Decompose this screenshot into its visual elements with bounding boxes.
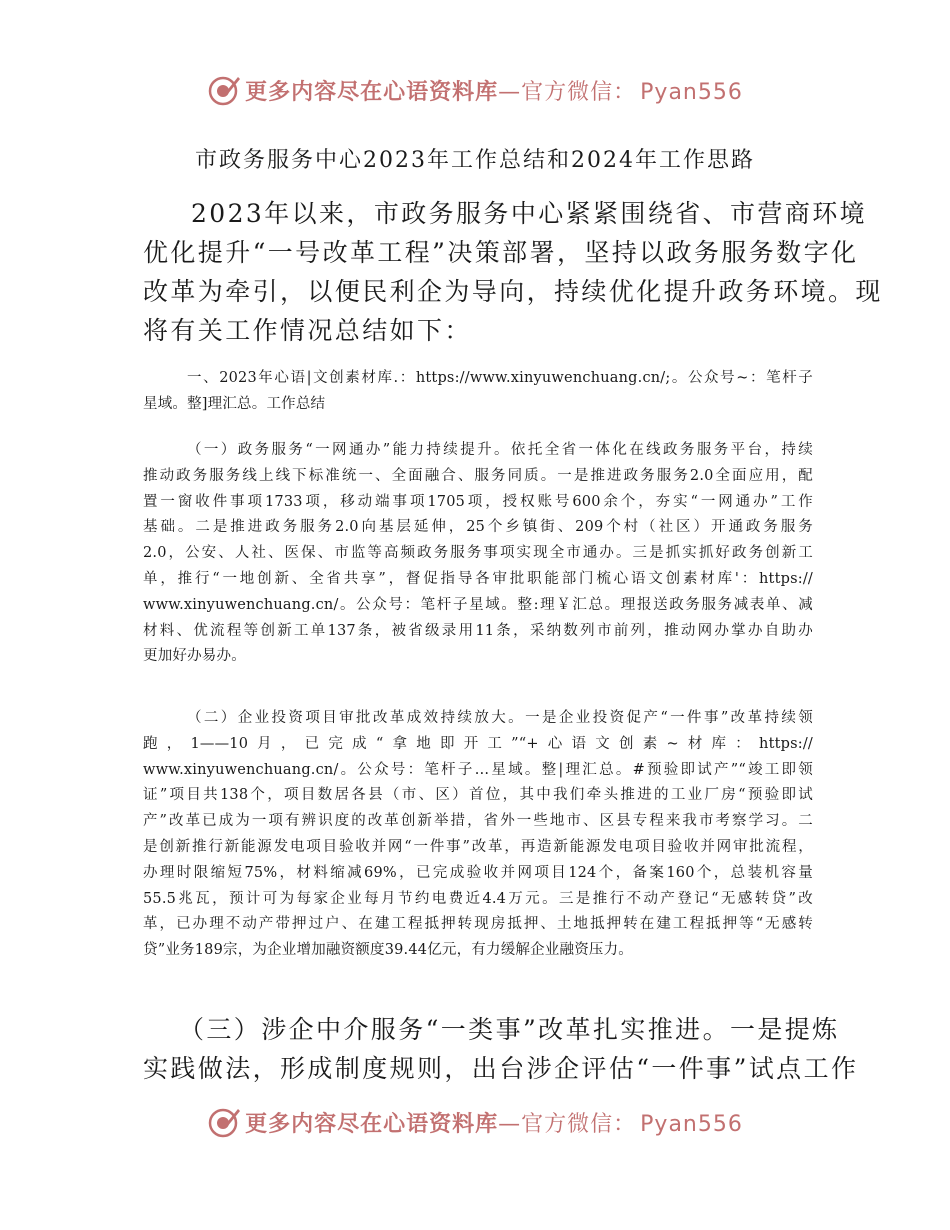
text-line: （一）政务服务“一网通办”能力持续提升。依托全省一体化在线政务服务平台，持续 xyxy=(187,442,813,458)
watermark-text: 更多内容尽在心语资料库—官方微信： Pyan556 xyxy=(245,79,743,105)
quill-pen-logo-icon xyxy=(207,1105,241,1139)
text-line: 置一窗收件事项1733项，移动端事项1705项，授权账号600余个，夯实“一网通办”工作 xyxy=(143,493,813,510)
text-line: 跑，1——10月，已完成“拿地即开工”“+心语文创素~材库：https:// xyxy=(143,735,813,752)
text-line: 材料、优流程等创新工单137条，被省级录用11条，采纳数列市前列，推动网办掌办自助办 xyxy=(143,622,813,639)
item-two-paragraph xyxy=(143,706,813,964)
text-line: 更加好办易办。 xyxy=(143,648,246,665)
text-line: 办理时限缩短75%，材料缩减69%，已完成验收并网项目124个，备案160个，总装机容量 xyxy=(143,864,813,881)
text-line: 单，推行“一地创新、全省共享”，督促指导各审批职能部门梳心语文创素材库'：https:// xyxy=(143,570,813,587)
text-line: 2023年以来，市政务服务中心紧紧围绕省、市营商环境 xyxy=(191,199,868,228)
text-line: 实践做法，形成制度规则，出台涉企评估“一件事”试点工作 xyxy=(143,1054,859,1083)
watermark-banner-top xyxy=(0,70,950,110)
watermark-text: 更多内容尽在心语资料库—官方微信： Pyan556 xyxy=(245,1111,743,1137)
text-line: （二）企业投资项目审批改革成效持续放大。一是企业投资促产“一件事”改革持续领 xyxy=(187,710,813,726)
quill-pen-logo-icon xyxy=(207,73,241,107)
text-line: 改革为牵引，以便民利企为导向，持续优化提升政务环境。现 xyxy=(143,277,883,306)
text-line: www.xinyuwenchuang.cn/。公众号：笔杆子星域。整:理￥汇总。理报送政务服务减表单、减 xyxy=(143,596,813,613)
watermark-banner-bottom xyxy=(0,1102,950,1142)
item-one-paragraph xyxy=(143,438,813,670)
text-line: 一、2023年心语|文创素材库.：https://www.xinyuwenchuang.cn/;。公众号~：笔杆子 xyxy=(187,370,813,386)
text-line: 证”项目共138个，项目数居各县（市、区）首位，其中我们牵头推进的工业厂房“预验即试 xyxy=(143,787,813,804)
item-three-paragraph xyxy=(143,1010,859,1088)
text-line: 贷”业务189宗，为企业增加融资额度39.44亿元，有力缓解企业融资压力。 xyxy=(143,942,633,959)
text-line: 星域。整]理汇总。工作总结 xyxy=(143,395,326,412)
text-line: （三）涉企中介服务“一类事”改革扎实推进。一是提炼 xyxy=(179,1015,840,1044)
text-line: 2.0，公安、人社、医保、市监等高频政务服务事项实现全市通办。三是抓实抓好政务创新工 xyxy=(143,545,813,562)
intro-paragraph xyxy=(143,194,883,350)
text-line: www.xinyuwenchuang.cn/。公众号：笔杆子…星域。整|理汇总。#预验即试产”“竣工即领 xyxy=(143,761,813,778)
text-line: 是创新推行新能源发电项目验收并网“一件事”改革，再造新能源发电项目验收并网审批流程， xyxy=(143,838,813,855)
text-line: 革，已办理不动产带押过户、在建工程抵押转现房抵押、土地抵押转在建工程抵押等“无感转 xyxy=(143,916,813,933)
text-line: 产”改革已成为一项有辨识度的改革创新举措，省外一些地市、区县专程来我市考察学习。二 xyxy=(143,813,813,830)
text-line: 推动政务服务线上线下标准统一、全面融合、服务同质。一是推进政务服务2.0全面应用，配 xyxy=(143,467,813,484)
text-line: 将有关工作情况总结如下： xyxy=(143,316,472,345)
text-line: 55.5兆瓦，预计可为每家企业每月节约电费近4.4万元。三是推行不动产登记“无感转贷”改 xyxy=(143,890,813,907)
page-title: 市政务服务中心2023年工作总结和2024年工作思路 xyxy=(195,148,755,173)
text-line: 基础。二是推进政务服务2.0向基层延伸，25个乡镇街、209个村（社区）开通政务服务 xyxy=(143,519,813,536)
text-line: 优化提升“一号改革工程”决策部署，坚持以政务服务数字化 xyxy=(143,238,859,267)
section-heading xyxy=(143,366,813,418)
